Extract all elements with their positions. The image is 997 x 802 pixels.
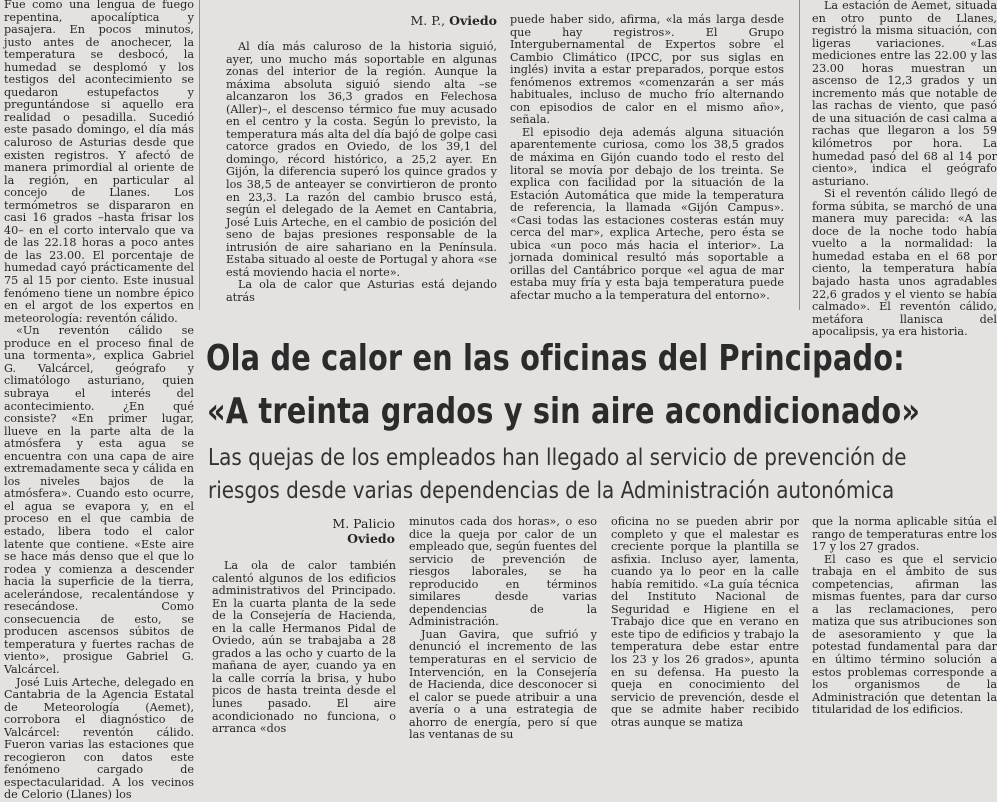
top-article-column-1 bbox=[4, 0, 194, 802]
paragraph: El caso es que el servicio trabaja en el ámbito de sus competencias, afirman las mismas fuentes, para dar curso a las reclamaciones, pero matiza que sus atribuciones son de asesoramiento y que la potestad fundamental para dar en último término solución a estos problemas corresponde a los organismos de la Administración que detentan la titularidad de los edificios. bbox=[812, 552, 997, 717]
top-byline-author: M. P., bbox=[410, 13, 446, 28]
paragraph: José Luis Arteche, delegado en Cantabria de la Agencia Estatal de Meteorología (Aemet), corrobora el diagnóstico de Valcárcel: reventón cálido. Fueron varias las estaciones que recogieron con datos este fenómeno cargado de espectacularidad. A los vecinos de Celorio (Llanes) los bbox=[4, 675, 194, 802]
bottom-article-column-3 bbox=[611, 515, 799, 729]
bottom-byline-city: Oviedo bbox=[347, 531, 395, 546]
subheadline-line-1: Las quejas de los empleados han llegado al servicio de prevención de bbox=[208, 445, 907, 471]
top-article-column-4 bbox=[812, 0, 997, 339]
paragraph: «Un reventón cálido se produce en el proceso final de una tormenta», explica Gabriel G. Valcárcel, geógrafo y climatólogo asturiano, quien subraya el interés del acontecimiento. ¿En qué consiste? «En primer lugar, llueve en la parte alta de la atmósfera y esta agua se encuentra con una capa de aire extremadamente seca y cálida en los niveles bajos de la atmósfera». Cuando esto ocurre, el agua se evapora y, en el proceso en el que cambia de estado, libera todo el calor latente que contiene. «Este aire se hace más denso que el que lo rodea y comienza a descender hacia la superficie de la tierra, acelerándose, recalentándose y resecándose. Como consecuencia de esto, se producen ascensos súbitos de temperatura y fuertes rachas de viento», prosigue Gabriel G. Valcárcel. bbox=[4, 324, 194, 676]
paragraph: Si el reventón cálido llegó de forma súbita, se marchó de una manera muy parecida: «A las doce de la noche todo había vuelto a la normalidad: la humedad estaba en el 68 por ciento, la temperatura había bajado hasta unos agradables 22,6 grados y el viento se había calmado». El reventón cálido, metáfora llanisca del apocalipsis, ya era historia. bbox=[812, 187, 997, 339]
top-byline-city: Oviedo bbox=[449, 13, 497, 28]
bottom-article-column-4 bbox=[812, 516, 997, 725]
paragraph: Fue como una lengua de fuego repentina, apocalíptica y pasajera. En pocos minutos, justo antes de anochecer, la temperatura se desbocó, la humedad se desplomó y los testigos del acontecimiento se quedaron estupefactos y preguntándose si aquello era realidad o pesadilla. Sucedió este pasado domingo, el día más caluroso de Asturias desde que existen registros. Y afectó de manera primordial al oriente de la región, en particular al concejo de Llanes. Los termómetros se dispararon en casi 16 grados –hasta frisar los 40– en el corto intervalo que va de las 22.18 horas a poco antes de las 23.00. El porcentaje de humedad cayó prácticamente del 75 al 15 por ciento. Este inusual fenómeno tiene un nombre épico en el argot de los expertos en meteorología: reventón cálido. bbox=[4, 0, 194, 325]
top-headline-remnant bbox=[200, 0, 790, 12]
paragraph: oficina no se pueden abrir por completo y que el malestar es creciente porque la plantilla se asfixia. Incluso ayer, lamenta, cuando ya lo peor en la calle había remitido. «La guía técnica del Instituto Nacional de Seguridad e Higiene en el Trabajo dice que en verano en este tipo de edificios y trabajo la temperatura debe estar entre los 23 y los 26 grados», apunta en su defensa. Ha puesto la queja en conocimiento del servicio de prevención, desde el que se admite haber recibido otras aunque se matiza bbox=[611, 515, 799, 729]
subheadline-line-2: riesgos desde varias dependencias de la Administración autonómica bbox=[208, 478, 895, 504]
top-article-column-2 bbox=[226, 13, 497, 304]
paragraph: minutos cada dos horas», o eso dice la queja por calor de un empleado que, según fuentes del servicio de prevención de riesgos laborales, se ha reproducido en términos similares desde varias dependencias de la Administración. bbox=[409, 515, 597, 629]
bottom-article-column-1 bbox=[212, 559, 396, 736]
column-rule bbox=[199, 0, 200, 310]
headline-line-2: «A treinta grados y sin aire acondicionado» bbox=[207, 391, 921, 432]
paragraph: Al día más caluroso de la historia siguió, ayer, uno mucho más soportable en algunas zonas del interior de la región. Aunque la máxima absoluta siguió siendo alta –se alcanzaron los 36,3 grados en Felechosa (Aller)–, el descenso térmico fue muy acusado en el centro y la costa. Según lo previsto, la temperatura más alta del día bajó de golpe casi catorce grados en Oviedo, de los 39,1 del domingo, récord histórico, a 25,2 ayer. En Gijón, la diferencia superó los quince grados y los 38,5 de anteayer se convirtieron de pronto en 23,3. La razón del cambio brusco está, según el delegado de la Aemet en Cantabria, José Luis Arteche, en el cambio de posición del seno de bajas presiones responsable de la intrusión de aire sahariano en la Península. Estaba situado al oeste de Portugal y ahora «se está moviendo hacia el norte». bbox=[226, 40, 497, 279]
bottom-byline-author: M. Palicio bbox=[332, 516, 395, 531]
headline-line-1: Ola de calor en las oficinas del Principado: bbox=[206, 338, 905, 379]
bottom-byline bbox=[300, 516, 395, 546]
paragraph: La ola de calor también calentó algunos de los edificios administrativos del Principado. En la cuarta planta de la sede de la Consejería de Hacienda, en la calle Hermanos Pidal de Oviedo, aún se trabajaba a 28 grados a las ocho y cuarto de la mañana de ayer, cuando ya en la calle corría la brisa, y hubo picos de hasta treinta desde el lunes pasado. El aire acondicionado no funciona, o arranca «dos bbox=[212, 559, 396, 736]
top-byline bbox=[226, 13, 497, 28]
paragraph: La ola de calor que Asturias está dejando atrás bbox=[226, 278, 497, 304]
top-article-column-3 bbox=[510, 13, 784, 303]
paragraph: que la norma aplicable sitúa el rango de temperaturas entre los 17 y los 27 grados. bbox=[812, 515, 997, 554]
paragraph: El episodio deja además alguna situación aparentemente curiosa, como los 38,5 grados de máxima en Gijón cuando todo el resto del litoral se movía por debajo de los treinta. Se explica con facilidad por la situación de la Estación Automática que mide la temperatura de referencia, la llamada «Gijón Campus». «Casi todas las estaciones costeras están muy cerca del mar», explica Arteche, pero ésta se ubica «un poco más hacia el interior». La jornada dominical resultó más soportable a orillas del Cantábrico porque «el agua de mar estaba muy fría y esta baja temperatura puede afectar mucho a la temperatura del entorno». bbox=[510, 125, 784, 303]
top-article-column-2-body bbox=[226, 41, 497, 304]
paragraph: Juan Gavira, que sufrió y denunció el incremento de las temperaturas en el servicio de Intervención, en la Consejería de Hacienda, dice desconocer si el calor se puede atribuir a una avería o a una estrategia de ahorro de energía, pero sí que las ventanas de su bbox=[409, 627, 597, 742]
bottom-article-column-2 bbox=[409, 515, 597, 742]
paragraph: puede haber sido, afirma, «la más larga desde que hay registros». El Grupo Intergubernamental de Expertos sobre el Cambio Climático (IPCC, por sus siglas en inglés) invita a estar preparados, porque estos fenómenos extremos «comenzarán a ser más habituales, incluso de mucho frío alternando con episodios de calor en el mismo año», señala. bbox=[510, 13, 784, 127]
paragraph: La estación de Aemet, situada en otro punto de Llanes, registró la misma situación, con ligeras variaciones. «Las mediciones entre las 22.00 y las 23.00 horas muestran un ascenso de 12,3 grados y un incremento más que notable de las rachas de viento, que pasó de una situación de casi calma a rachas que llegaron a los 59 kilómetros por hora. La humedad pasó del 68 al 14 por ciento», indica el geógrafo asturiano. bbox=[812, 0, 997, 188]
column-rule bbox=[799, 0, 800, 310]
